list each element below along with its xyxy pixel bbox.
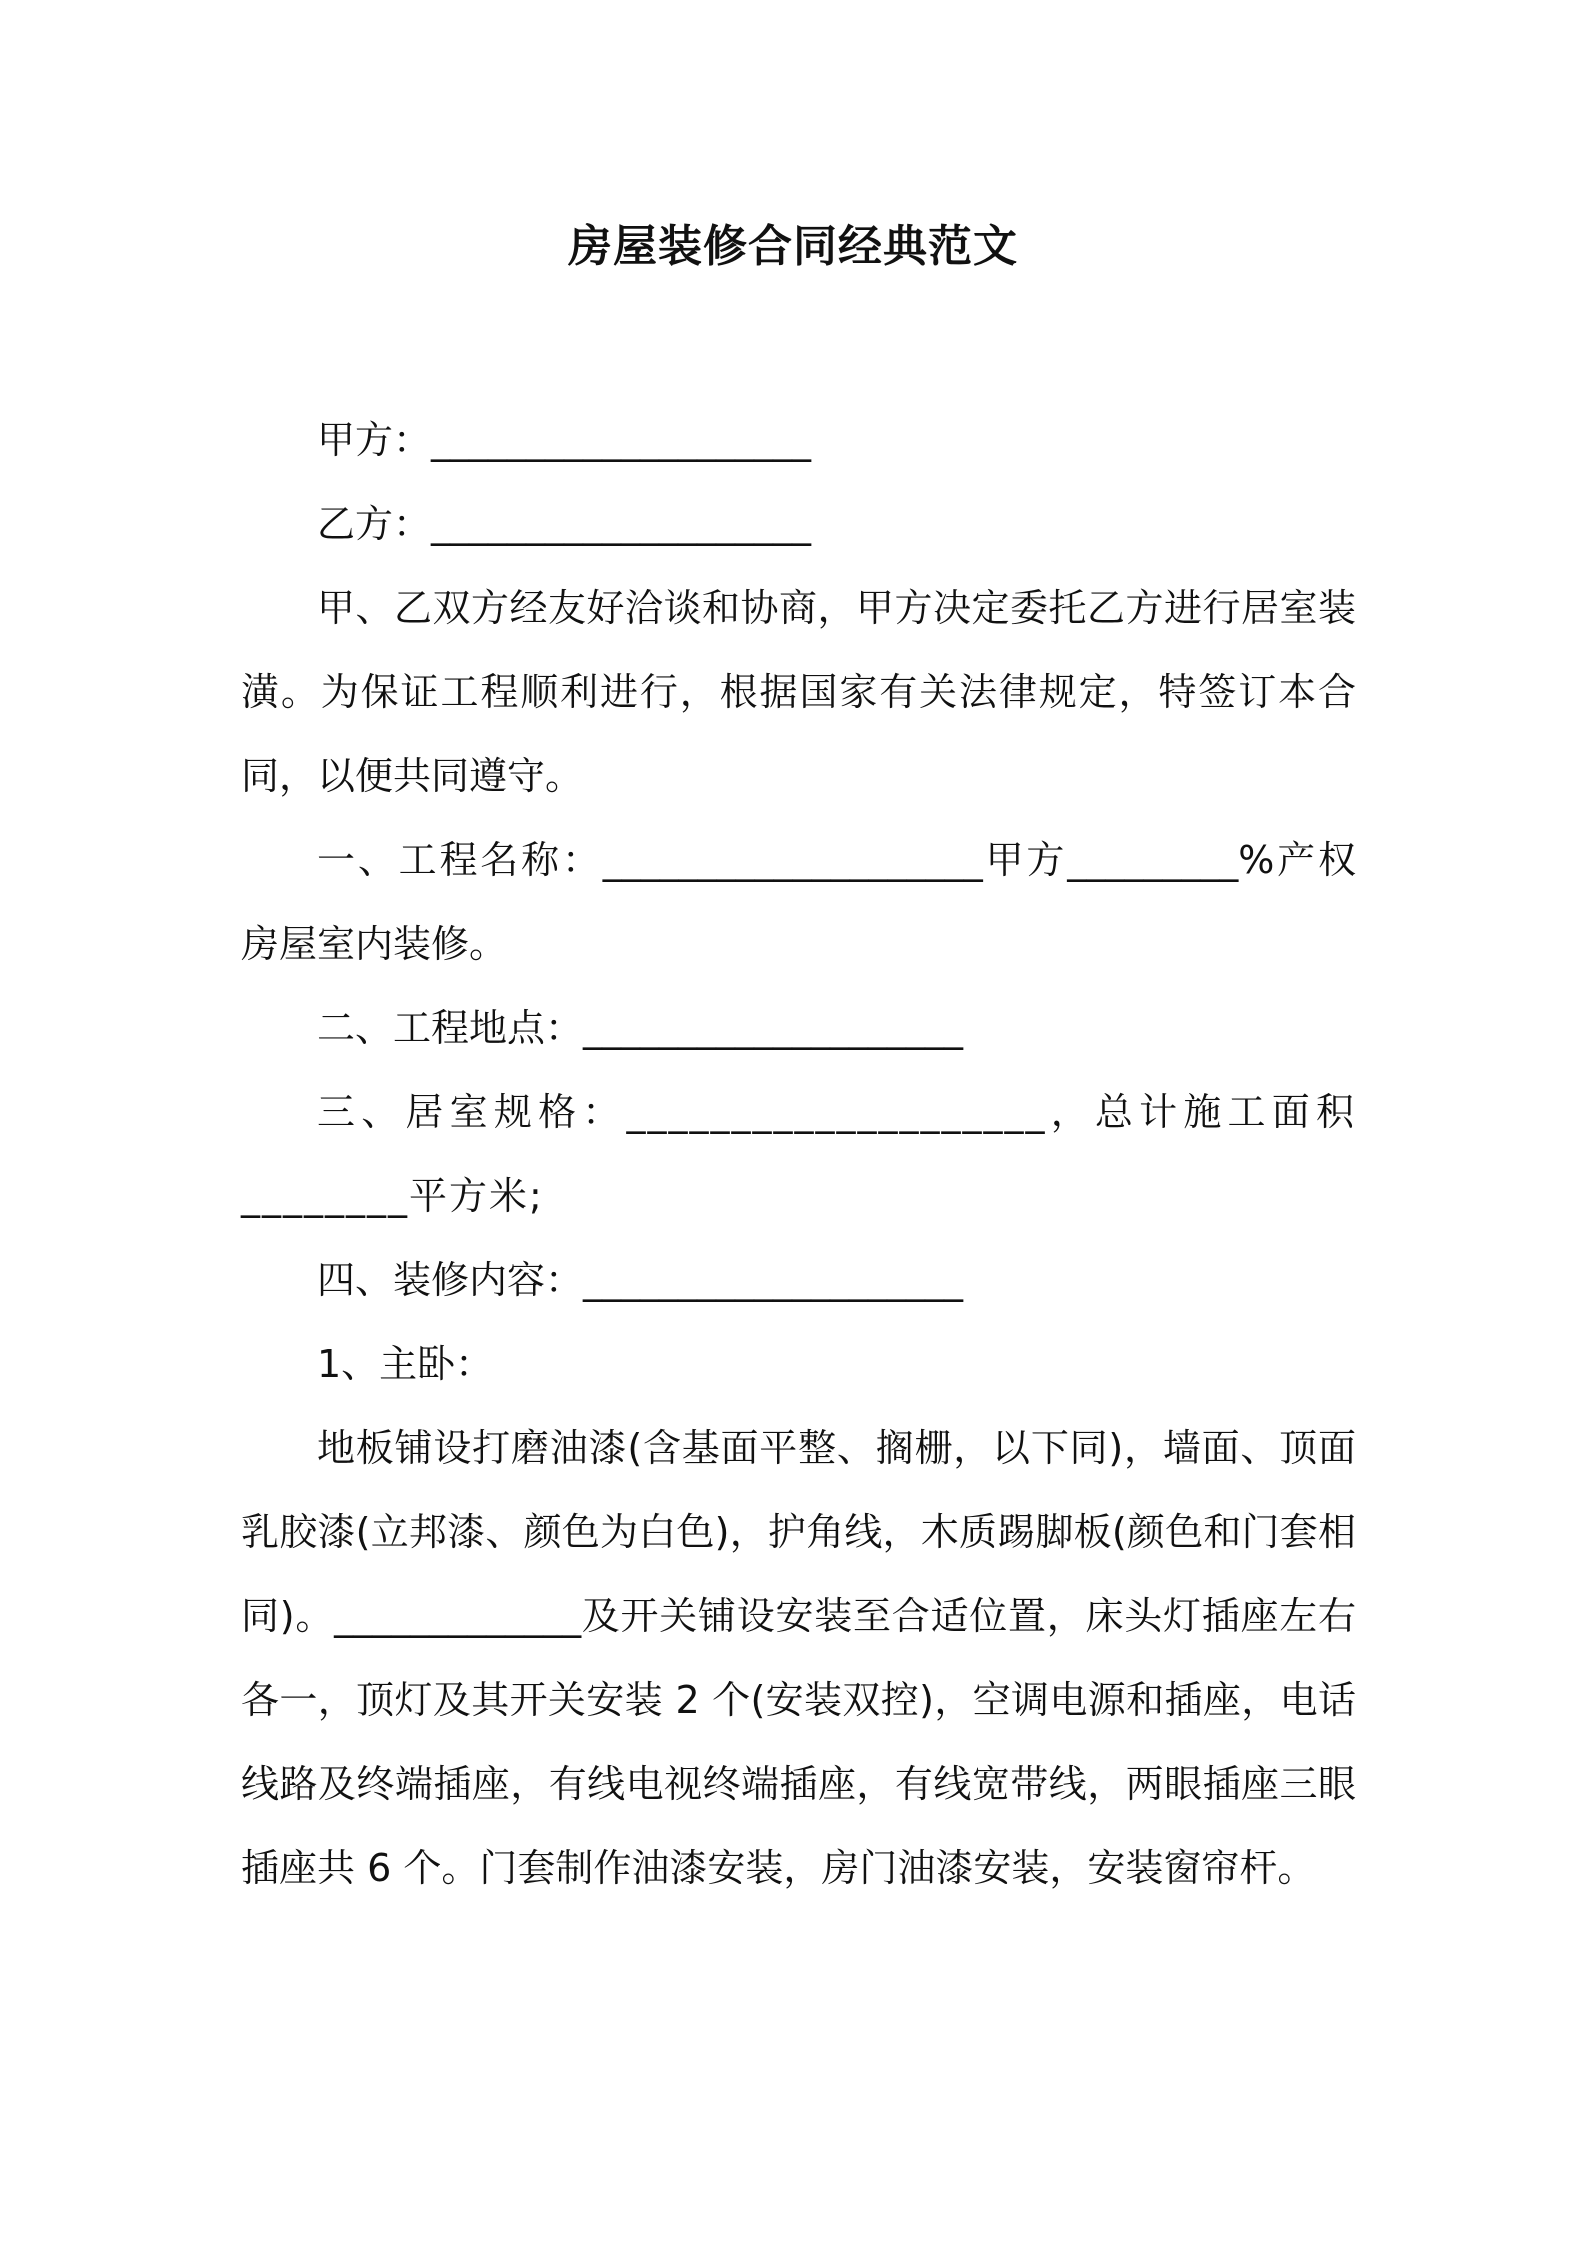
party-b-line: 乙方：____________________ (317, 502, 812, 546)
master-bedroom-details: 地板铺设打磨油漆(含基面平整、搁栅，以下同)，墙面、顶面乳胶漆(立邦漆、颜色为白色)，护角线，木质踢脚板(颜色和门套相同)。_____________及开关铺设安装至合适位置，床头灯插座左右各一，顶灯及其开关安装 2 个(安装双控)，空调电源和插座，电话线路及终端插座，有线电视终端插座，有线宽带线，两眼插座三眼插座共 6 个。门套制作油漆安装，房门油漆安装，安装窗帘杆。 (241, 1426, 1356, 1890)
project-name-clause: 一、工程名称：____________________甲方_________%产权房屋室内装修。 (241, 838, 1356, 966)
decoration-content-clause: 四、装修内容：____________________ (317, 1258, 964, 1302)
document-body (241, 398, 1356, 1910)
master-bedroom-heading: 1、主卧： (317, 1342, 494, 1386)
room-spec-clause: 三、居室规格：____________________，总计施工面积________平方米; (241, 1090, 1356, 1218)
document-title: 房屋装修合同经典范文 (568, 221, 1018, 272)
party-a-line: 甲方：____________________ (317, 418, 812, 462)
project-location-clause: 二、工程地点：____________________ (317, 1006, 964, 1050)
preamble-paragraph: 甲、乙双方经友好洽谈和协商，甲方决定委托乙方进行居室装潢。为保证工程顺利进行，根据国家有关法律规定，特签订本合同，以便共同遵守。 (241, 586, 1356, 798)
